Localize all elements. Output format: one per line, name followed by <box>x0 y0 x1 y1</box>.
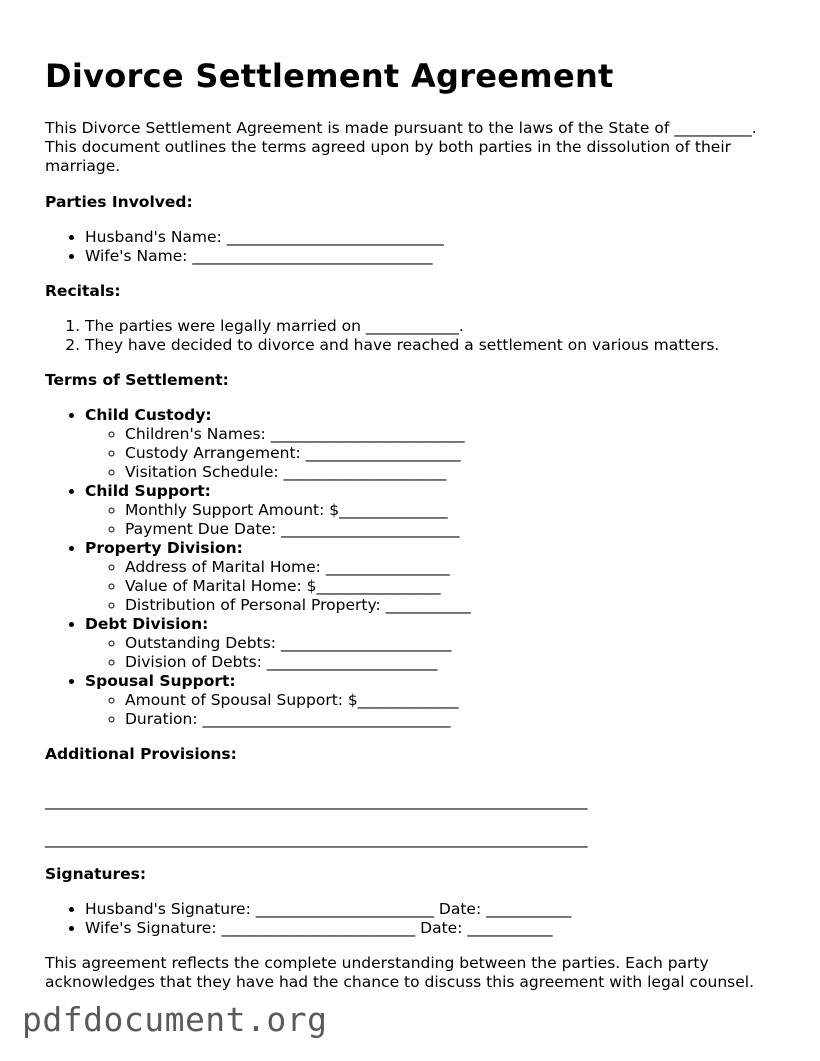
custody-arrangement-field[interactable]: ◦ Custody Arrangement: ____________________ <box>125 444 785 463</box>
sublist <box>85 501 785 539</box>
signatures-list <box>45 900 785 938</box>
section-spousal-support <box>85 672 785 729</box>
signatures-heading: Signatures: <box>45 865 147 883</box>
watermark-text: pdfdocument.org <box>22 1000 328 1039</box>
document-title: Divorce Settlement Agreement <box>45 57 614 95</box>
section-title: Child Support: <box>85 482 211 500</box>
terms-heading: Terms of Settlement: <box>45 371 229 389</box>
personal-property-distribution-field[interactable]: ◦ Distribution of Personal Property: ___________ <box>125 596 785 615</box>
division-of-debts-field[interactable]: ◦ Division of Debts: ______________________ <box>125 653 785 672</box>
marital-home-value-field[interactable]: ◦ Value of Marital Home: $________________ <box>125 577 785 596</box>
spousal-support-amount-field[interactable]: ◦ Amount of Spousal Support: $_____________ <box>125 691 785 710</box>
section-title: Spousal Support: <box>85 672 236 690</box>
childrens-names-field[interactable]: ◦ Children's Names: _________________________ <box>125 425 785 444</box>
spousal-support-duration-field[interactable]: ◦ Duration: ________________________________ <box>125 710 785 729</box>
section-child-support <box>85 482 785 539</box>
recital-divorce-decision: 2. They have decided to divorce and have reached a settlement on various matters. <box>85 336 785 355</box>
wife-signature-field[interactable]: • Wife's Signature: _________________________ Date: ___________ <box>85 919 785 938</box>
parties-heading: Parties Involved: <box>45 193 193 211</box>
sublist <box>85 558 785 615</box>
husband-signature-field[interactable]: • Husband's Signature: _______________________ Date: ___________ <box>85 900 785 919</box>
wife-name-field[interactable]: • Wife's Name: _______________________________ <box>85 247 785 266</box>
additional-provisions-heading: Additional Provisions: <box>45 745 237 763</box>
intro-paragraph: This Divorce Settlement Agreement is made pursuant to the laws of the State of __________. This document outlines the terms agreed upon by both parties in the dissolution of their marriage. <box>45 119 757 175</box>
visitation-schedule-field[interactable]: ◦ Visitation Schedule: _____________________ <box>125 463 785 482</box>
terms-list <box>45 406 785 729</box>
marital-home-address-field[interactable]: ◦ Address of Marital Home: ________________ <box>125 558 785 577</box>
recitals-heading: Recitals: <box>45 282 121 300</box>
section-child-custody <box>85 406 785 482</box>
closing-paragraph: This agreement reflects the complete understanding between the parties. Each party acknowledges that they have had the chance to discuss this agreement with legal counsel. <box>45 954 755 991</box>
recitals-list <box>45 317 785 355</box>
section-property-division <box>85 539 785 615</box>
recital-marriage-date[interactable]: 1. The parties were legally married on ____________. <box>85 317 785 336</box>
parties-list <box>45 228 785 266</box>
section-title: Property Division: <box>85 539 243 557</box>
document-page <box>45 56 785 992</box>
outstanding-debts-field[interactable]: ◦ Outstanding Debts: ______________________ <box>125 634 785 653</box>
section-debt-division <box>85 615 785 672</box>
sublist <box>85 691 785 729</box>
section-title: Debt Division: <box>85 615 209 633</box>
husband-name-field[interactable]: • Husband's Name: ____________________________ <box>85 228 785 247</box>
additional-provisions-line-2[interactable]: ______________________________________________________________________ <box>45 830 588 848</box>
sublist <box>85 634 785 672</box>
additional-provisions-line-1[interactable]: ______________________________________________________________________ <box>45 792 588 810</box>
section-title: Child Custody: <box>85 406 212 424</box>
payment-due-date-field[interactable]: ◦ Payment Due Date: _______________________ <box>125 520 785 539</box>
monthly-support-amount-field[interactable]: ◦ Monthly Support Amount: $______________ <box>125 501 785 520</box>
sublist <box>85 425 785 482</box>
